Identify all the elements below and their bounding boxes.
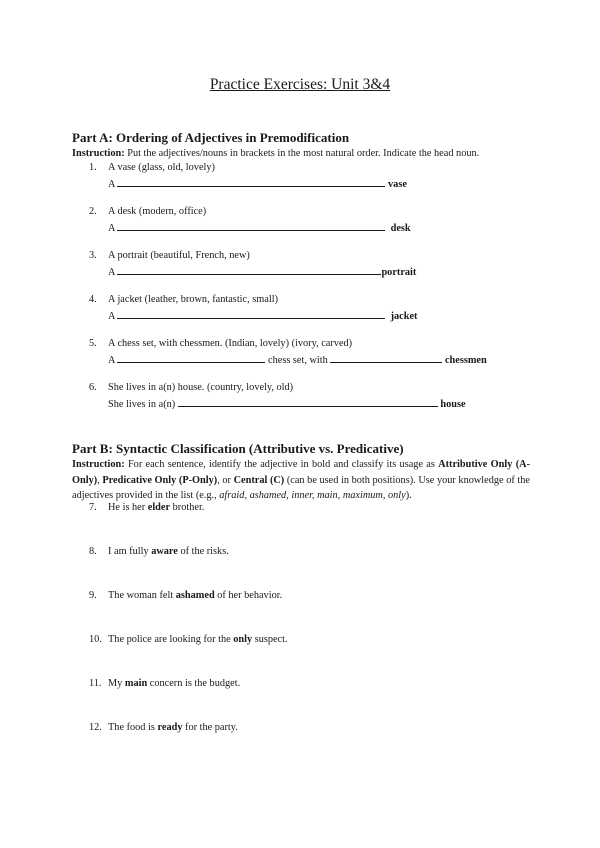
answer-line xyxy=(108,397,466,410)
list-item xyxy=(89,161,215,176)
category-central: Central (C) xyxy=(233,474,285,486)
category-attributive: Attributive Only (A-Only) xyxy=(72,459,530,486)
sentence-text: of her behavior. xyxy=(214,590,283,601)
answer-middle: chess set, with xyxy=(268,355,328,366)
sentence-text: brother. xyxy=(170,502,205,513)
instruction-text: (can be used in both positions). Use your knowledge of the adjectives provided in the list (e.g., xyxy=(72,474,530,501)
list-item xyxy=(89,249,250,264)
item-number: 10. xyxy=(89,634,102,645)
answer-prefix: A xyxy=(108,267,115,278)
answer-prefix: A xyxy=(108,311,115,322)
item-prompt: A portrait (beautiful, French, new) xyxy=(108,250,250,261)
question-item xyxy=(89,590,282,601)
sentence-text: for the party. xyxy=(182,722,238,733)
instruction-text: , xyxy=(97,474,103,486)
item-number: 2. xyxy=(89,206,97,217)
blank-line[interactable] xyxy=(117,309,385,319)
answer-line xyxy=(108,353,487,366)
sentence-text: concern is the budget. xyxy=(147,678,241,689)
question-item xyxy=(89,546,229,557)
target-adjective: ready xyxy=(157,722,183,733)
question-item xyxy=(89,502,204,513)
instruction-label: Instruction: xyxy=(72,148,125,159)
item-number: 11. xyxy=(89,678,102,689)
target-adjective: elder xyxy=(147,502,171,513)
target-adjective: aware xyxy=(151,546,178,557)
blank-line[interactable] xyxy=(178,397,438,407)
item-number: 5. xyxy=(89,338,97,349)
answer-line xyxy=(108,309,417,322)
item-prompt: A chess set, with chessmen. (Indian, lovely) (ivory, carved) xyxy=(108,338,353,349)
question-item xyxy=(89,678,240,689)
list-item xyxy=(89,381,293,396)
part-b-instruction xyxy=(72,457,530,504)
answer-line xyxy=(108,221,411,234)
question-item xyxy=(89,722,238,733)
list-item xyxy=(89,337,352,352)
instruction-text: Put the adjectives/nouns in brackets in the most natural order. Indicate the head noun. xyxy=(124,148,480,159)
item-number: 6. xyxy=(89,382,97,393)
blank-line[interactable] xyxy=(117,177,385,187)
answer-line xyxy=(108,265,416,278)
blank-line[interactable] xyxy=(117,221,385,231)
item-number: 12. xyxy=(89,722,102,733)
sentence-text: suspect. xyxy=(252,634,288,645)
sentence-text: I am fully xyxy=(108,546,152,557)
blank-line[interactable] xyxy=(330,353,442,363)
sentence-text: of the risks. xyxy=(177,546,229,557)
target-adjective: main xyxy=(124,678,148,689)
instruction-text: For each sentence, identify the adjective in bold and classify its usage as xyxy=(124,459,439,470)
sentence-text: The food is xyxy=(108,722,158,733)
list-item xyxy=(89,205,206,220)
example-adjectives: afraid, ashamed, inner, main, maximum, only xyxy=(219,490,406,501)
question-item xyxy=(89,634,288,645)
instruction-text: , or xyxy=(217,474,234,486)
item-prompt: She lives in a(n) house. (country, lovely, old) xyxy=(108,382,294,393)
head-noun: vase xyxy=(388,179,407,190)
answer-prefix: She lives in a(n) xyxy=(108,399,176,410)
item-number: 3. xyxy=(89,250,97,261)
answer-prefix: A xyxy=(108,179,115,190)
answer-prefix: A xyxy=(108,223,115,234)
item-prompt: A vase (glass, old, lovely) xyxy=(108,162,215,173)
head-noun: chessmen xyxy=(444,355,487,366)
answer-prefix: A xyxy=(108,355,115,366)
head-noun: desk xyxy=(390,223,411,234)
item-number: 8. xyxy=(89,546,97,557)
page-title: Practice Exercises: Unit 3&4 xyxy=(209,76,391,93)
item-number: 4. xyxy=(89,294,97,305)
head-noun: jacket xyxy=(390,311,418,322)
sentence-text: The woman felt xyxy=(108,590,176,601)
item-prompt: A jacket (leather, brown, fantastic, small) xyxy=(108,294,278,305)
item-number: 9. xyxy=(89,590,97,601)
item-number: 1. xyxy=(89,162,97,173)
item-prompt: A desk (modern, office) xyxy=(108,206,207,217)
target-adjective: ashamed xyxy=(175,590,215,601)
list-item xyxy=(89,293,278,308)
instruction-label: Instruction: xyxy=(72,459,125,470)
item-number: 7. xyxy=(89,502,97,513)
instruction-text: ). xyxy=(405,490,412,501)
part-a-instruction xyxy=(72,146,530,162)
head-noun: portrait xyxy=(381,267,417,278)
category-predicative: Predicative Only (P-Only) xyxy=(102,474,218,486)
part-a-heading: Part A: Ordering of Adjectives in Premodification xyxy=(72,130,350,145)
sentence-text: He is her xyxy=(108,502,148,513)
target-adjective: only xyxy=(233,634,253,645)
answer-line xyxy=(108,177,407,190)
head-noun: house xyxy=(440,399,466,410)
blank-line[interactable] xyxy=(117,353,265,363)
part-b-heading: Part B: Syntactic Classification (Attributive vs. Predicative) xyxy=(72,441,404,456)
sentence-text: My xyxy=(108,678,125,689)
sentence-text: The police are looking for the xyxy=(108,634,234,645)
blank-line[interactable] xyxy=(117,265,381,275)
